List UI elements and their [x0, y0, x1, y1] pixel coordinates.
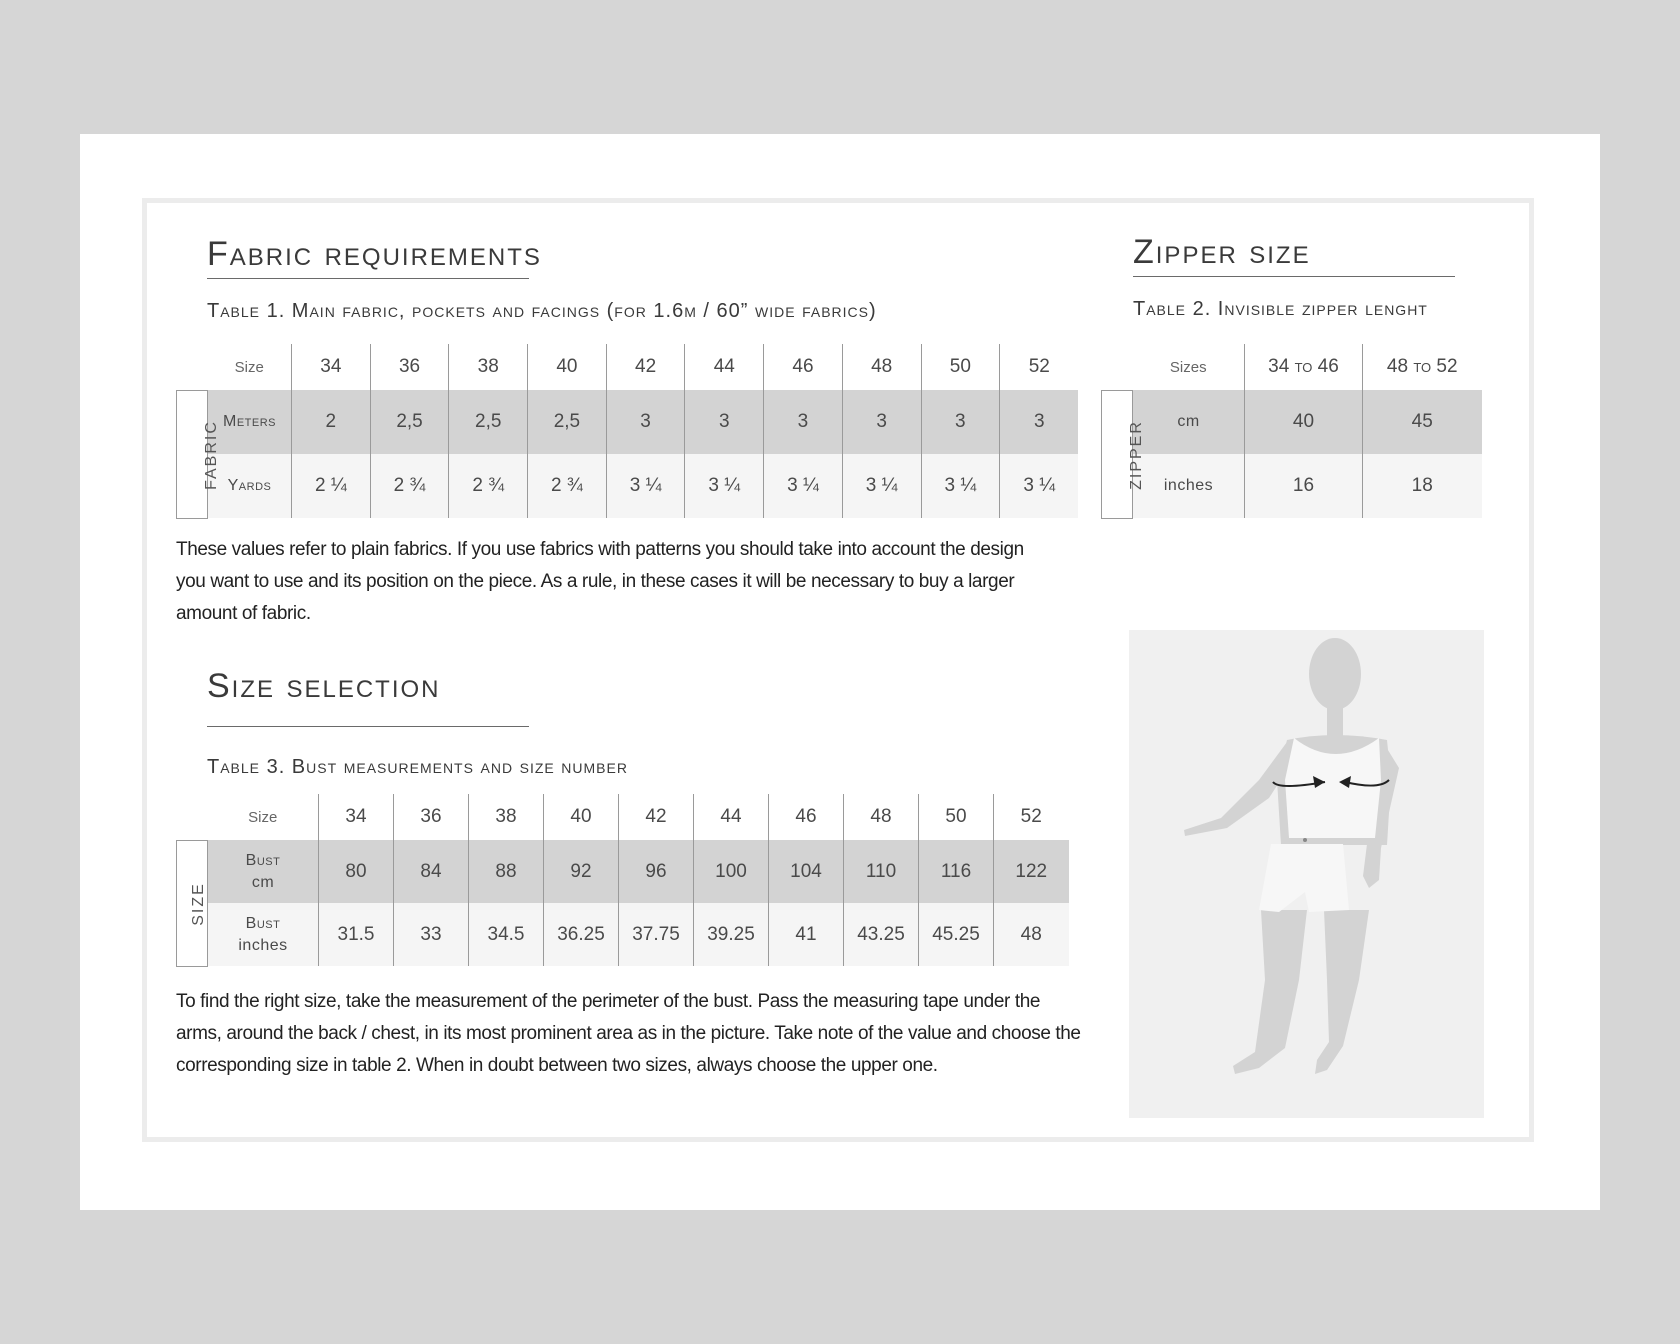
- size-bust-inches-label: Bust inches: [208, 903, 319, 966]
- size-side-label-cell: [177, 840, 208, 966]
- table-cell: 34.5: [469, 903, 544, 966]
- size-size-label: Size: [248, 808, 278, 826]
- table-cell: 100: [694, 840, 769, 903]
- table-cell: 80: [319, 840, 394, 903]
- fabric-table-caption: Table 1. Main fabric, pockets and facings (for 1.6m / 60” wide fabrics): [207, 300, 877, 322]
- size-table-caption: Table 3. Bust measurements and size number: [207, 756, 628, 778]
- table-cell: 3: [764, 390, 843, 454]
- fabric-size-52: 52: [1000, 344, 1079, 390]
- fabric-note: These values refer to plain fabrics. If you use fabrics with patterns you should take into account the design you want to use and its position on the piece. As a rule, in these cases it will be necessary to buy a larger amount of fabric.: [176, 539, 1024, 624]
- table-cell: 2,5: [449, 390, 528, 454]
- size-col-44: 44: [694, 794, 769, 840]
- fabric-size-36: 36: [370, 344, 449, 390]
- fabric-yards-label: Yards: [208, 454, 292, 518]
- size-col-34: 34: [319, 794, 394, 840]
- fabric-table: [176, 344, 1078, 519]
- zipper-range-48-52: 48 to 52: [1363, 344, 1482, 390]
- table-cell: 2 ¾: [449, 454, 528, 518]
- zipper-title: Zipper size: [1133, 233, 1311, 271]
- table-cell: 96: [619, 840, 694, 903]
- table-cell: 45: [1363, 390, 1482, 454]
- table-cell: 3: [921, 390, 1000, 454]
- table-cell: 48: [994, 903, 1069, 966]
- table-cell: 3: [842, 390, 921, 454]
- table-cell: 3: [606, 390, 685, 454]
- zipper-table: [1101, 344, 1482, 519]
- table-cell: 39.25: [694, 903, 769, 966]
- table-cell: 2,5: [370, 390, 449, 454]
- zipper-cm-label: cm: [1133, 390, 1245, 454]
- fabric-size-48: 48: [842, 344, 921, 390]
- fabric-size-38: 38: [449, 344, 528, 390]
- zipper-table-caption: Table 2. Invisible zipper lenght: [1133, 298, 1428, 320]
- size-selection-note: To find the right size, take the measurement of the perimeter of the bust. Pass the measuring tape under the arms, around the back / chest, in its most prominent area as in the picture. Take note of the value and choose the corresponding size in table 2. When in doubt between two sizes, always choose the upper one.: [176, 991, 1081, 1076]
- zipper-header-row: [1102, 344, 1482, 390]
- table-cell: 2 ¼: [292, 454, 371, 518]
- table-cell: 18: [1363, 454, 1482, 518]
- fabric-size-label: Size: [234, 358, 264, 376]
- size-bust-inches-row: [177, 903, 1069, 966]
- size-col-46: 46: [769, 794, 844, 840]
- table-cell: 84: [394, 840, 469, 903]
- size-col-50: 50: [919, 794, 994, 840]
- table-cell: 31.5: [319, 903, 394, 966]
- table-cell: 116: [919, 840, 994, 903]
- fabric-title: Fabric requirements: [207, 235, 542, 273]
- child-silhouette-illustration: [1129, 630, 1484, 1118]
- size-col-40: 40: [544, 794, 619, 840]
- table-cell: 37.75: [619, 903, 694, 966]
- size-table: [176, 794, 1069, 967]
- zipper-range-34-46: 34 to 46: [1245, 344, 1363, 390]
- size-header-row: [177, 794, 1069, 840]
- table-cell: 41: [769, 903, 844, 966]
- fabric-size-42: 42: [606, 344, 685, 390]
- table-cell: 2 ¾: [528, 454, 607, 518]
- fabric-size-34: 34: [292, 344, 371, 390]
- size-bust-cm-label: Bust cm: [208, 840, 319, 903]
- table-cell: 45.25: [919, 903, 994, 966]
- size-bust-cm-row: [177, 840, 1069, 903]
- table-cell: 2: [292, 390, 371, 454]
- size-col-42: 42: [619, 794, 694, 840]
- size-side-label: SIZE: [189, 882, 207, 926]
- table-cell: 104: [769, 840, 844, 903]
- table-cell: 3 ¼: [764, 454, 843, 518]
- table-cell: 40: [1245, 390, 1363, 454]
- size-selection-title: Size selection: [207, 667, 441, 705]
- fabric-size-44: 44: [685, 344, 764, 390]
- fabric-size-50: 50: [921, 344, 1000, 390]
- fabric-side-label-cell: [177, 390, 220, 518]
- zipper-side-label-cell: [1102, 390, 1145, 518]
- zipper-size-label: Sizes: [1169, 358, 1207, 376]
- zipper-title-rule: [1133, 276, 1455, 277]
- table-cell: 3 ¼: [1000, 454, 1079, 518]
- table-cell: 92: [544, 840, 619, 903]
- size-col-48: 48: [844, 794, 919, 840]
- table-cell: 3 ¼: [921, 454, 1000, 518]
- fabric-side-label: FABRIC: [202, 420, 220, 490]
- table-cell: 43.25: [844, 903, 919, 966]
- zipper-cm-row: [1102, 390, 1482, 454]
- table-cell: 3: [685, 390, 764, 454]
- table-cell: 3: [1000, 390, 1079, 454]
- table-cell: 3 ¼: [606, 454, 685, 518]
- size-col-38: 38: [469, 794, 544, 840]
- zipper-side-label: ZIPPER: [1127, 420, 1145, 490]
- fabric-size-46: 46: [764, 344, 843, 390]
- fabric-header-row: [177, 344, 1079, 390]
- table-cell: 16: [1245, 454, 1363, 518]
- fabric-meters-row: [177, 390, 1079, 454]
- size-col-52: 52: [994, 794, 1069, 840]
- table-cell: 122: [994, 840, 1069, 903]
- size-col-36: 36: [394, 794, 469, 840]
- table-cell: 36.25: [544, 903, 619, 966]
- bust-measurement-figure: [1129, 630, 1484, 1118]
- size-selection-title-rule: [207, 726, 529, 727]
- fabric-meters-label: Meters: [208, 390, 292, 454]
- zipper-inches-row: [1102, 454, 1482, 518]
- fabric-size-40: 40: [528, 344, 607, 390]
- zipper-inches-label: inches: [1133, 454, 1245, 518]
- table-cell: 2,5: [528, 390, 607, 454]
- fabric-yards-row: [177, 454, 1079, 518]
- table-cell: 3 ¼: [685, 454, 764, 518]
- table-cell: 88: [469, 840, 544, 903]
- table-cell: 3 ¼: [842, 454, 921, 518]
- table-cell: 33: [394, 903, 469, 966]
- fabric-title-rule: [207, 278, 529, 279]
- table-cell: 2 ¾: [370, 454, 449, 518]
- document-sheet: [80, 134, 1600, 1210]
- table-cell: 110: [844, 840, 919, 903]
